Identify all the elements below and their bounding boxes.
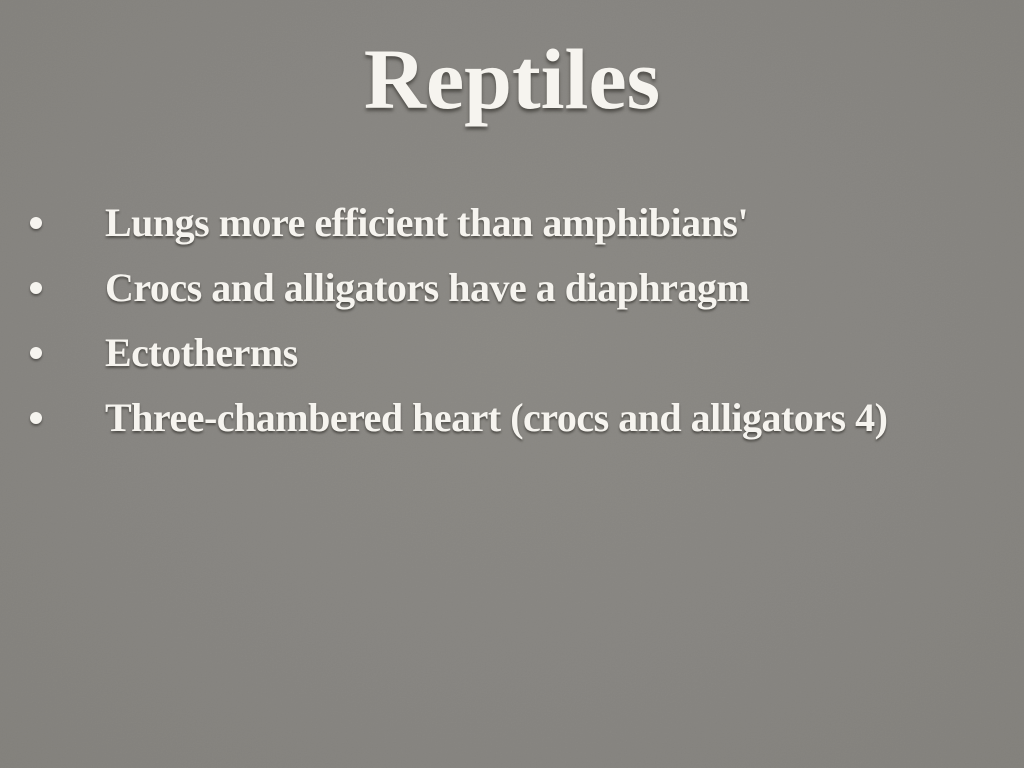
bullet-list xyxy=(0,190,1024,450)
bullet-icon xyxy=(30,217,42,229)
bullet-item xyxy=(0,320,1024,385)
bullet-text: Ectotherms xyxy=(105,330,298,375)
bullet-text: Crocs and alligators have a diaphragm xyxy=(105,265,750,310)
bullet-icon xyxy=(30,412,42,424)
bullet-icon xyxy=(30,347,42,359)
bullet-icon xyxy=(30,282,42,294)
bullet-text: Three-chambered heart (crocs and alligators 4) xyxy=(105,395,888,440)
bullet-text: Lungs more efficient than amphibians' xyxy=(105,200,749,245)
bullet-item xyxy=(0,255,1024,320)
slide-title: Reptiles xyxy=(363,31,661,127)
bullet-item xyxy=(0,385,1024,450)
bullet-item xyxy=(0,190,1024,255)
